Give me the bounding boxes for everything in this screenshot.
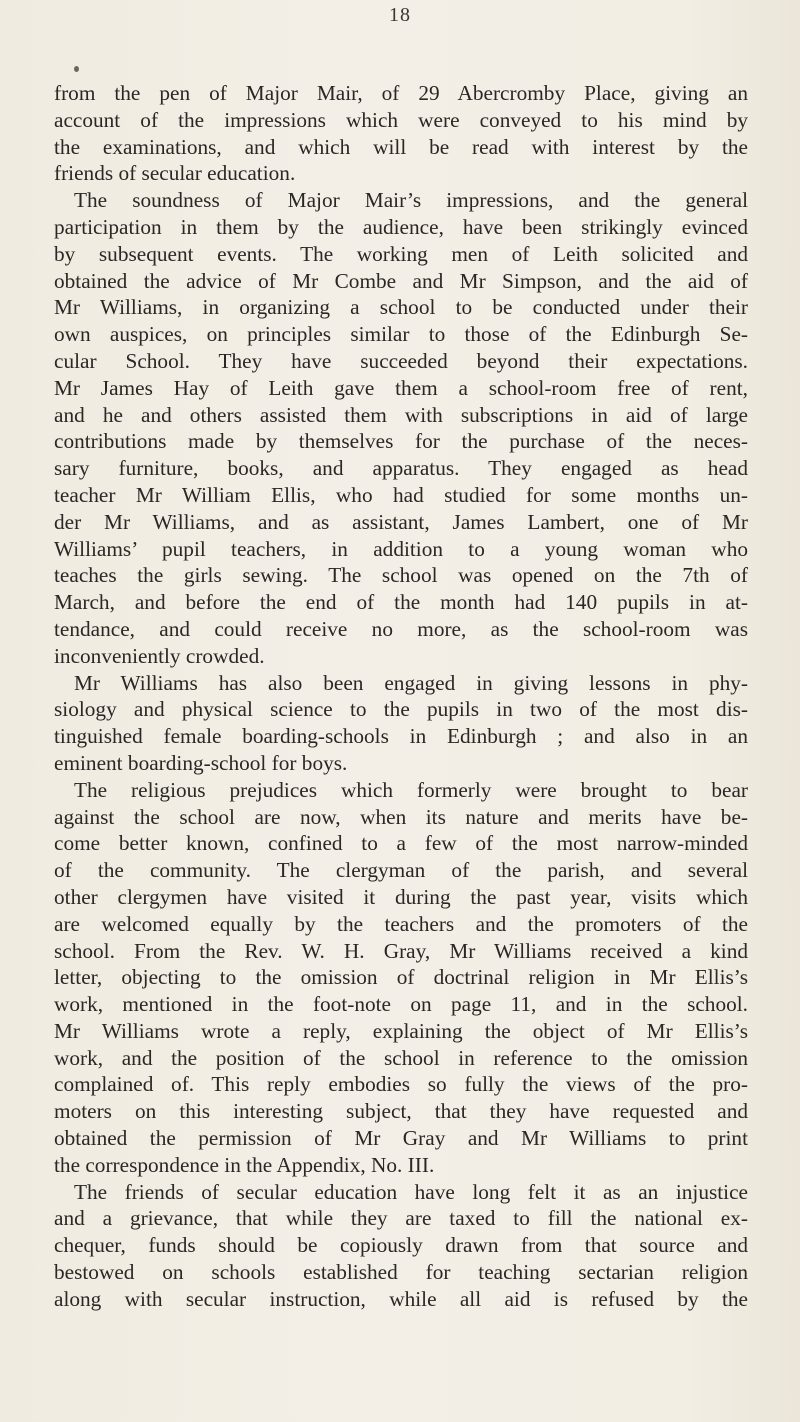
text-line: and a grievance, that while they are taxed to fill the national ex- — [54, 1206, 748, 1231]
text-line: against the school are now, when its nature and merits have be- — [54, 804, 748, 829]
text-line: cular School. They have succeeded beyond their expectations. — [54, 348, 748, 373]
text-line: der Mr Williams, and as assistant, James Lambert, one of Mr — [54, 509, 748, 534]
text-line: tinguished female boarding-schools in Edinburgh ; and also in an — [54, 724, 748, 749]
text-line: siology and physical science to the pupils in two of the most dis- — [54, 697, 748, 722]
text-line: Mr James Hay of Leith gave them a school-room free of rent, — [54, 375, 748, 400]
paragraph-end-line: inconveniently crowded. — [54, 643, 265, 668]
paragraph-start-line: The friends of secular education have long felt it as an injustice — [74, 1179, 748, 1204]
text-line: are welcomed equally by the teachers and the promoters of the — [54, 911, 748, 936]
text-line: contributions made by themselves for the purchase of the neces- — [54, 429, 748, 454]
text-line: obtained the advice of Mr Combe and Mr Simpson, and the aid of — [54, 268, 748, 293]
text-line: other clergymen have visited it during the past year, visits which — [54, 884, 748, 909]
text-line: complained of. This reply embodies so fully the views of the pro- — [54, 1072, 748, 1097]
paragraph-start-line: The soundness of Major Mair’s impressions, and the general — [74, 188, 748, 213]
paragraph-end-line: eminent boarding-school for boys. — [54, 750, 348, 775]
text-line: teaches the girls sewing. The school was opened on the 7th of — [54, 563, 748, 588]
text-line: and he and others assisted them with subscriptions in aid of large — [54, 402, 748, 427]
text-line: of the community. The clergyman of the parish, and several — [54, 858, 748, 883]
text-line: by subsequent events. The working men of Leith solicited and — [54, 241, 748, 266]
text-line: letter, objecting to the omission of doctrinal religion in Mr Ellis’s — [54, 965, 748, 990]
paragraph-end-line: the correspondence in the Appendix, No. III. — [54, 1152, 435, 1177]
text-line: obtained the permission of Mr Gray and Mr Williams to print — [54, 1126, 748, 1151]
text-line: chequer, funds should be copiously drawn from that source and — [54, 1233, 748, 1258]
text-line: school. From the Rev. W. H. Gray, Mr Williams received a kind — [54, 938, 748, 963]
text-line: along with secular instruction, while all aid is refused by the — [54, 1286, 748, 1311]
text-line: account of the impressions which were conveyed to his mind by — [54, 107, 748, 132]
paragraph-end-line: friends of secular education. — [54, 161, 296, 186]
text-line: Mr Williams wrote a reply, explaining the object of Mr Ellis’s — [54, 1018, 748, 1043]
text-line: come better known, confined to a few of the most narrow-minded — [54, 831, 748, 856]
text-line: own auspices, on principles similar to those of the Edinburgh Se- — [54, 322, 748, 347]
text-line: March, and before the end of the month had 140 pupils in at- — [54, 590, 748, 615]
body-text — [54, 80, 748, 1313]
text-line: bestowed on schools established for teaching sectarian religion — [54, 1260, 748, 1285]
text-line: Mr Williams, in organizing a school to be conducted under their — [54, 295, 748, 320]
page-number: 18 — [389, 4, 411, 26]
paragraph-start-line: The religious prejudices which formerly were brought to bear — [74, 777, 748, 802]
text-line: Williams’ pupil teachers, in addition to a young woman who — [54, 536, 748, 561]
text-line: sary furniture, books, and apparatus. They engaged as head — [54, 456, 748, 481]
text-line: teacher Mr William Ellis, who had studied for some months un- — [54, 482, 748, 507]
text-line: participation in them by the audience, have been strikingly evinced — [54, 214, 748, 239]
ink-speck — [74, 66, 79, 72]
text-line: tendance, and could receive no more, as the school-room was — [54, 616, 748, 641]
text-line: from the pen of Major Mair, of 29 Abercromby Place, giving an — [54, 81, 748, 105]
text-line: moters on this interesting subject, that they have requested and — [54, 1099, 748, 1124]
text-line: work, and the position of the school in reference to the omission — [54, 1045, 748, 1070]
text-line: work, mentioned in the foot-note on page 11, and in the school. — [54, 992, 748, 1017]
paragraph-start-line: Mr Williams has also been engaged in giving lessons in phy- — [74, 670, 748, 695]
text-line: the examinations, and which will be read with interest by the — [54, 134, 748, 159]
